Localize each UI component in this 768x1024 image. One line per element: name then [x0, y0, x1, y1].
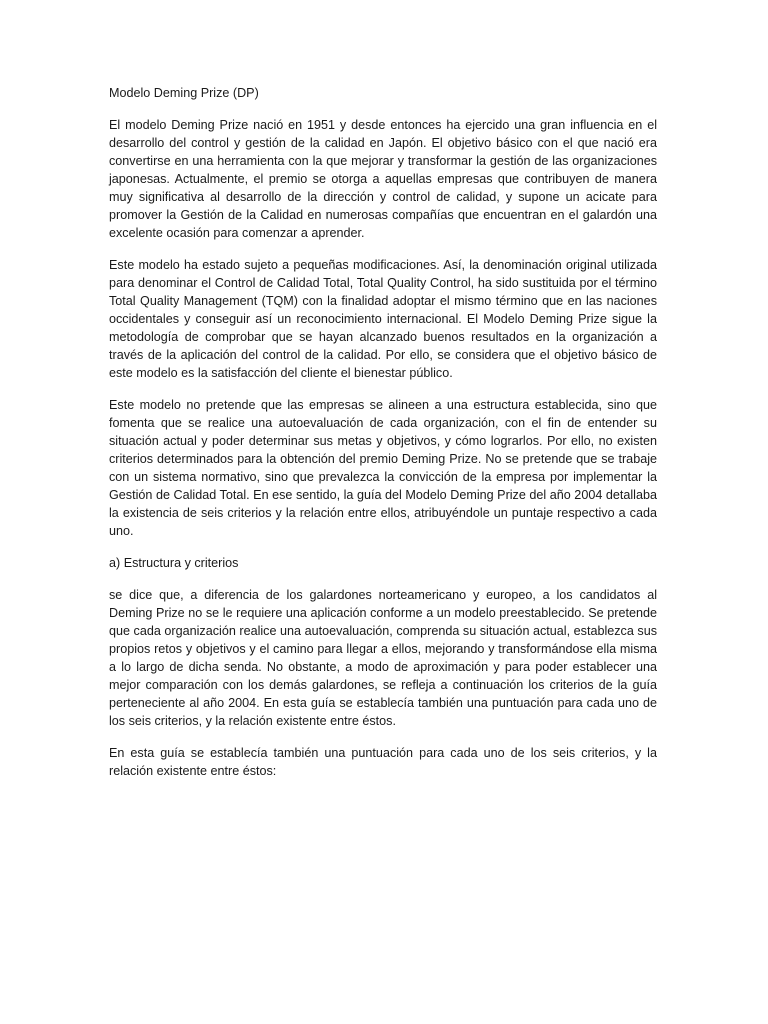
- paragraph-modifications: Este modelo ha estado sujeto a pequeñas modificaciones. Así, la denominación original utilizada para denominar el Control de Calidad Total, Total Quality Control, ha sido sustituida por el término Total Quality Management (TQM) con la finalidad adoptar el mismo término que en las naciones occidentales y conseguir así un reconocimiento internacional. El Modelo Deming Prize sigue la metodología de comprobar que se hayan alcanzado buenos resultados en la organización a través de la aplicación del control de la calidad. Por ello, se considera que el objetivo básico de este modelo es la satisfacción del cliente el bienestar público.: [109, 258, 657, 380]
- document-body: [109, 84, 657, 794]
- paragraph-intro: El modelo Deming Prize nació en 1951 y desde entonces ha ejercido una gran influencia en el desarrollo del control y gestión de la calidad en Japón. El objetivo básico con el que nació era convertirse en una herramienta con la que mejorar y transformar la gestión de las organizaciones japonesas. Actualmente, el premio se otorga a aquellas empresas que contribuyen de manera muy significativa al desarrollo de la dirección y control de calidad, y supone un acicate para promover la Gestión de la Calidad en numerosas compañías que encuentran en el galardón una excelente ocasión para comenzar a aprender.: [109, 118, 657, 240]
- paragraph-criteria-intro: En esta guía se establecía también una puntuación para cada uno de los seis criterios, y la relación existente entre éstos:: [109, 746, 657, 778]
- paragraph-structure: se dice que, a diferencia de los galardones norteamericano y europeo, a los candidatos al Deming Prize no se le requiere una aplicación conforme a un modelo preestablecido. Se pretende que cada organización realice una autoevaluación, comprenda su situación actual, establezca sus propios retos y objetivos y el camino para llegar a ellos, mejorando y transformándose ella misma a lo largo de dicha senda. No obstante, a modo de aproximación y para poder establecer una mejor comparación con los demás galardones, se refleja a continuación los criterios de la guía perteneciente al año 2004. En esta guía se establecía también una puntuación para cada uno de los seis criterios, y la relación existente entre éstos.: [109, 588, 657, 728]
- document-title: Modelo Deming Prize (DP): [109, 86, 259, 100]
- paragraph-self-evaluation: Este modelo no pretende que las empresas se alineen a una estructura establecida, sino que fomenta que se realice una autoevaluación de cada organización, con el fin de entender su situación actual y poder determinar sus metas y objetivos, y cómo lograrlos. Por ello, no existen criterios determinados para la obtención del premio Deming Prize. No se pretende que se trabaje con un sistema normativo, sino que prevalezca la convicción de la empresa por implementar la Gestión de Calidad Total. En ese sentido, la guía del Modelo Deming Prize del año 2004 detallaba la existencia de seis criterios y la relación entre ellos, atribuyéndole un puntaje respectivo a cada uno.: [109, 398, 657, 538]
- section-heading: a) Estructura y criterios: [109, 556, 239, 570]
